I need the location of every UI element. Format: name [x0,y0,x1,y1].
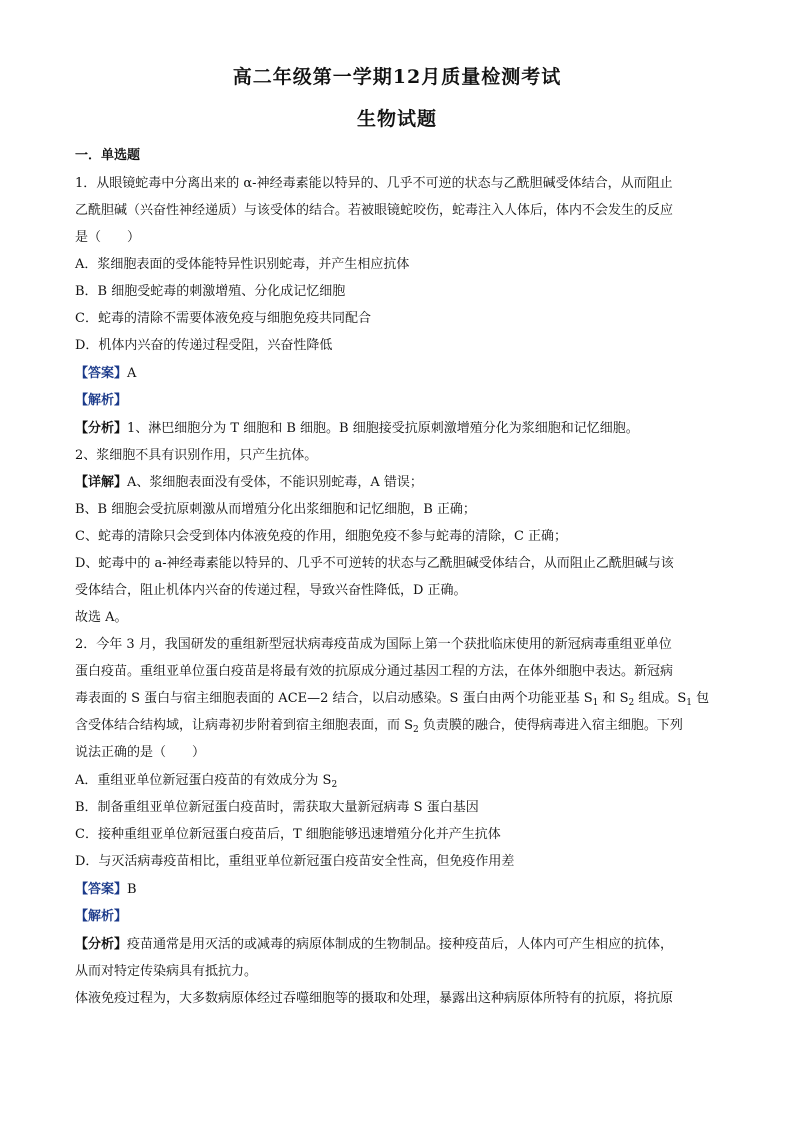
q2-stem-line-5: 说法正确的是（ ） [75,745,206,760]
q1-answer [75,366,725,382]
q2-option-a-text: A．重组亚单位新冠蛋白疫苗的有效成分为 S [75,773,332,788]
q2-stem-line-1: 2．今年 3 月，我国研发的重组新型冠状病毒疫苗成为国际上第一个获批临床使用的新冠病毒重组亚单位 [75,637,672,652]
q1-detail-line-5: 受体结合，阻止机体内兴奋的传递过程，导致兴奋性降低，D 正确。 [75,583,467,598]
subscript: 2 [413,725,419,735]
q2-fenxi-line-3: 体液免疫过程为，大多数病原体经过吞噬细胞等的摄取和处理，暴露出这种病原体所特有的抗原，将抗原 [75,991,674,1006]
q1-stem-line-3: 是（ ） [75,230,141,245]
exam-title: 高二年级第一学期12月质量检测考试 [232,66,562,88]
q2-fenxi-line-2: 从而对特定传染病具有抵抗力。 [75,964,258,979]
q2-option-a [75,773,725,789]
q2-option-d: D．与灭活病毒疫苗相比，重组亚单位新冠蛋白疫苗安全性高，但免疫作用差 [75,854,515,869]
q2-stem-4-text: 含受体结合结构域，让病毒初步附着到宿主细胞表面，而 S [75,718,414,733]
fenxi-text: 疫苗通常是用灭活的或减毒的病原体制成的生物制品。接种疫苗后，人体内可产生相应的抗体， [127,937,674,952]
answer-value: A [127,366,137,381]
q1-detail-line-2: B、B 细胞会受抗原刺激从而增殖分化出浆细胞和记忆细胞，B 正确； [75,502,476,517]
section-heading: 一．单选题 [75,148,141,163]
q1-option-d: D．机体内兴奋的传递过程受阻，兴奋性降低 [75,338,333,353]
q2-answer [75,882,725,898]
answer-tag: 【答案】 [75,366,128,381]
q2-stem-line-2: 蛋白疫苗。重组亚单位蛋白疫苗是将最有效的抗原成分通过基因工程的方法，在体外细胞中表达。新冠病 [75,664,674,679]
subscript: 2 [628,698,635,708]
subscript: 2 [331,780,338,790]
q1-stem-line-2: 乙酰胆碱（兴奋性神经递质）与该受体的结合。若被眼镜蛇咬伤，蛇毒注入人体后，体内不会发生的反应 [75,203,674,218]
q1-detail-line-1 [75,475,725,491]
analysis-tag: 【解析】 [75,909,128,924]
fenxi-tag: 【分析】 [75,937,128,952]
analysis-tag: 【解析】 [75,393,128,408]
q1-detail-line-3: C、蛇毒的清除只会受到体内体液免疫的作用，细胞免疫不参与蛇毒的清除，C 正确； [75,529,568,544]
q2-option-b: B．制备重组亚单位新冠蛋白疫苗时，需获取大量新冠病毒 S 蛋白基因 [75,800,479,815]
q2-option-c: C．接种重组亚单位新冠蛋白疫苗后，T 细胞能够迅速增殖分化并产生抗体 [75,827,501,842]
subscript: 1 [592,698,599,708]
q2-stem-line-3 [75,691,725,707]
subscript: 1 [686,698,693,708]
q2-stem-3-end: 组成。S [634,691,687,706]
q1-option-b: B．B 细胞受蛇毒的刺激增殖、分化成记忆细胞 [75,284,346,299]
q1-fenxi-line-2: 2、浆细胞不具有识别作用，只产生抗体。 [75,448,318,463]
q1-option-c: C．蛇毒的清除不需要体液免疫与细胞免疫共同配合 [75,311,371,326]
answer-value: B [127,882,137,897]
q1-analysis-heading [75,393,725,409]
answer-tag: 【答案】 [75,882,128,897]
fenxi-text: 1、淋巴细胞分为 T 细胞和 B 细胞。B 细胞接受抗原刺激增殖分化为浆细胞和记忆细胞。 [127,421,639,436]
q2-stem-3-mid: 和 S [598,691,629,706]
q1-detail-line-4: D、蛇毒中的 a-神经毒素能以特异的、几乎不可逆转的状态与乙酰胆碱受体结合，从而阻止乙酰胆碱与该 [75,556,674,571]
fenxi-tag: 【分析】 [75,421,128,436]
detail-text: A、浆细胞表面没有受体，不能识别蛇毒，A 错误； [127,475,423,490]
q2-stem-3-tail: 包 [692,691,710,706]
q2-stem-4-end: 负责膜的融合，使得病毒进入宿主细胞。下列 [418,718,683,733]
q2-stem-line-4 [75,718,725,734]
q2-fenxi-line-1 [75,937,725,953]
q2-analysis-heading [75,909,725,925]
q1-option-a: A．浆细胞表面的受体能特异性识别蛇毒，并产生相应抗体 [75,257,410,272]
q1-fenxi-line-1 [75,421,725,437]
q1-conclusion: 故选 A。 [75,610,128,625]
q1-stem-line-1: 1．从眼镜蛇毒中分离出来的 α-神经毒素能以特异的、几乎不可逆的状态与乙酰胆碱受体结合，从而阻止 [75,176,673,191]
exam-subtitle: 生物试题 [356,108,437,130]
q2-stem-3-text: 毒表面的 S 蛋白与宿主细胞表面的 ACE—2 结合，以启动感染。S 蛋白由两个功能亚基 S [75,691,593,706]
detail-tag: 【详解】 [75,475,128,490]
